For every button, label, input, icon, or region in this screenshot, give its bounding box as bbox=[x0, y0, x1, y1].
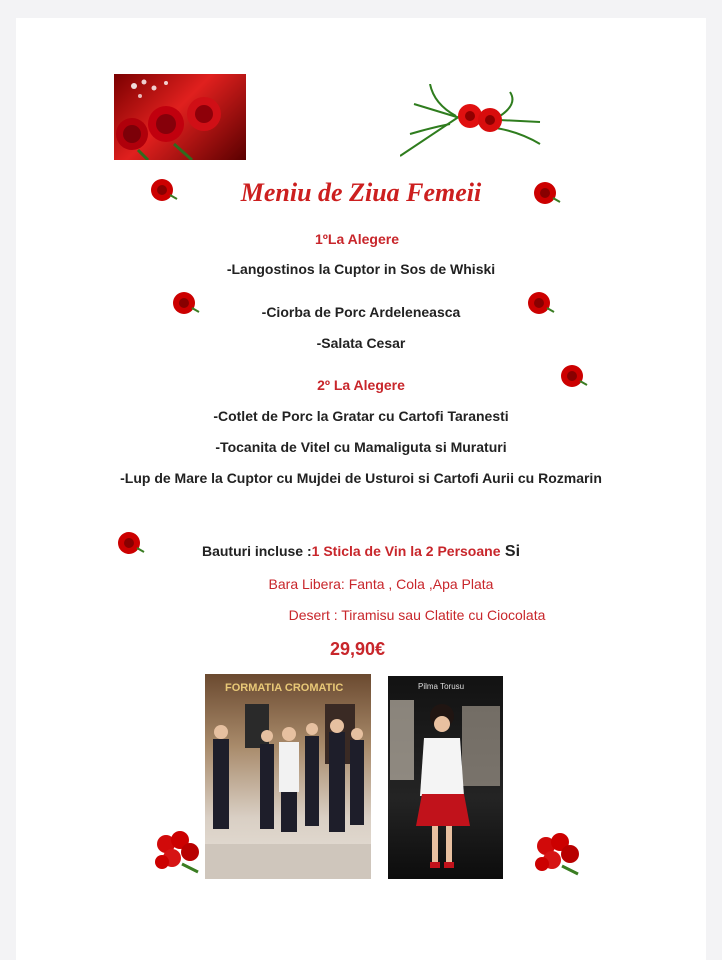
band-sign: FORMATIA CROMATIC bbox=[225, 682, 344, 694]
drinks-label: Bauturi incluse : bbox=[201, 543, 312, 559]
menu-item: -Tocanita de Vitel cu Mamaliguta si Muraturi bbox=[215, 439, 507, 455]
roses-with-leaves-icon bbox=[400, 84, 546, 160]
menu-item: -Salata Cesar bbox=[316, 335, 406, 351]
drinks-value: 1 Sticla de Vin la 2 Persoane bbox=[311, 543, 501, 559]
singer-sign: Pilma Torusu bbox=[418, 682, 465, 691]
rose-bouquet-icon bbox=[152, 828, 202, 874]
menu-item: -Ciorba de Porc Ardeleneasca bbox=[261, 304, 461, 320]
drinks-line bbox=[0, 543, 722, 561]
bar-line: Bara Libera: Fanta , Cola ,Apa Plata bbox=[268, 576, 494, 592]
menu-title: Meniu de Ziua Femeii bbox=[240, 178, 482, 207]
menu-item: -Langostinos la Cuptor in Sos de Whiski bbox=[226, 261, 496, 277]
rose-bouquet-icon bbox=[532, 830, 582, 876]
dessert-line: Desert : Tiramisu sau Clatite cu Ciocolata bbox=[288, 607, 546, 623]
choice2-heading: 2º La Alegere bbox=[317, 377, 405, 393]
menu-item: -Lup de Mare la Cuptor cu Mujdei de Usturoi si Cartofi Aurii cu Rozmarin bbox=[120, 470, 602, 486]
drinks-suffix: Si bbox=[500, 543, 521, 560]
band-photo bbox=[205, 674, 371, 879]
choice1-heading: 1ºLa Alegere bbox=[315, 231, 399, 247]
roses-photo bbox=[114, 74, 246, 160]
menu-item: -Cotlet de Porc la Gratar cu Cartofi Taranesti bbox=[213, 408, 509, 424]
price: 29,90€ bbox=[330, 639, 386, 659]
singer-photo bbox=[388, 676, 503, 879]
